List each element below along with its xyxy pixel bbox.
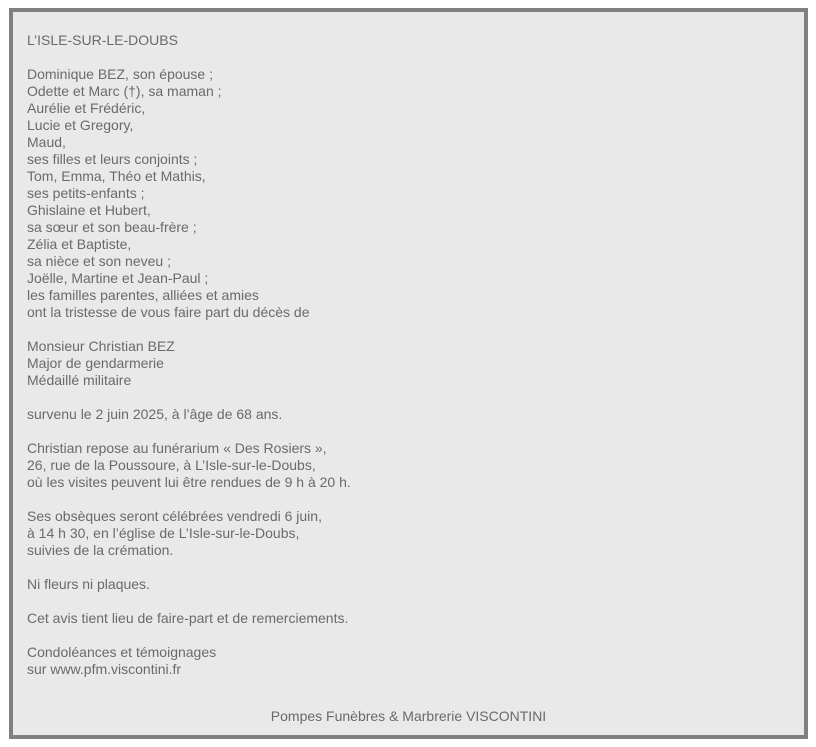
deceased-honor: Médaillé militaire [27, 372, 132, 388]
ceremony-line: à 14 h 30, en l’église de L’Isle-sur-le-Doubs, [27, 525, 300, 541]
condolences-line: Condoléances et témoignages [27, 644, 217, 660]
blank-line [27, 423, 790, 440]
death-date: survenu le 2 juin 2025, à l’âge de 68 ans. [27, 406, 283, 422]
deceased-name: Monsieur Christian BEZ [27, 338, 175, 354]
family-line: Zélia et Baptiste, [27, 236, 132, 252]
notice-text [27, 32, 790, 678]
funeral-home-footer: Pompes Funèbres & Marbrerie VISCONTINI [270, 708, 547, 724]
family-line: Aurélie et Frédéric, [27, 100, 146, 116]
thanks-line: Cet avis tient lieu de faire-part et de remerciements. [27, 610, 349, 626]
condolences-website: sur www.pfm.viscontini.fr [27, 661, 182, 677]
family-line: sa nièce et son neveu ; [27, 253, 171, 269]
family-line: Odette et Marc (†), sa maman ; [27, 83, 222, 99]
notice-location: L’ISLE-SUR-LE-DOUBS [27, 32, 178, 48]
ceremony-line: Ses obsèques seront célébrées vendredi 6 juin, [27, 508, 322, 524]
blank-line [27, 389, 790, 406]
death-notice-card [9, 8, 808, 739]
blank-line [27, 321, 790, 338]
family-line: ses filles et leurs conjoints ; [27, 151, 198, 167]
ceremony-line: suivies de la crémation. [27, 542, 174, 558]
family-line: Joëlle, Martine et Jean-Paul ; [27, 270, 209, 286]
family-line: Tom, Emma, Théo et Mathis, [27, 168, 206, 184]
family-line: Lucie et Gregory, [27, 117, 134, 133]
blank-line [27, 627, 790, 644]
blank-line [27, 559, 790, 576]
blank-line [27, 491, 790, 508]
announcement-line: ont la tristesse de vous faire part du décès de [27, 304, 310, 320]
funeral-home-line: Christian repose au funérarium « Des Rosiers », [27, 440, 327, 456]
family-line: Dominique BEZ, son épouse ; [27, 66, 213, 82]
deceased-rank: Major de gendarmerie [27, 355, 164, 371]
family-line: ses petits-enfants ; [27, 185, 145, 201]
no-flowers-line: Ni fleurs ni plaques. [27, 576, 150, 592]
family-line: sa sœur et son beau-frère ; [27, 219, 197, 235]
family-line: Maud, [27, 134, 66, 150]
visiting-hours: où les visites peuvent lui être rendues de 9 h à 20 h. [27, 474, 351, 490]
family-line: les familles parentes, alliées et amies [27, 287, 259, 303]
blank-line [27, 49, 790, 66]
family-line: Ghislaine et Hubert, [27, 202, 151, 218]
funeral-home-line: 26, rue de la Poussoure, à L’Isle-sur-le-Doubs, [27, 457, 316, 473]
blank-line [27, 593, 790, 610]
